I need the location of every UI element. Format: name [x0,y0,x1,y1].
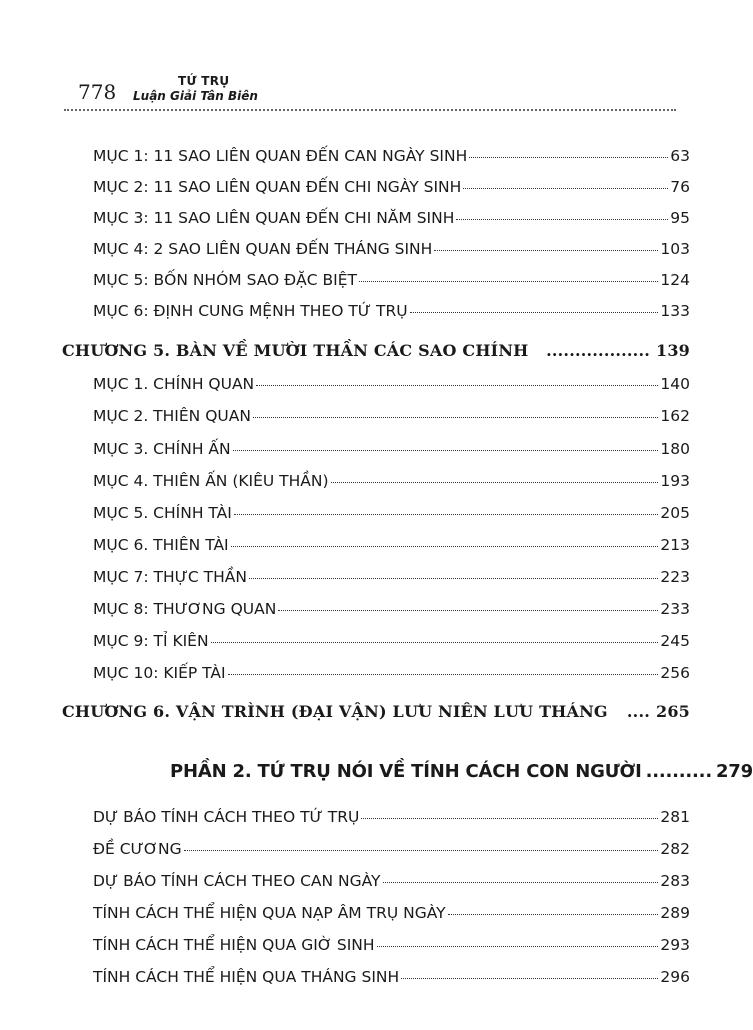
toc-entry-label: TÍNH CÁCH THỂ HIỆN QUA THÁNG SINH [93,968,400,986]
toc-entry-label: MỤC 2. THIÊN QUAN [93,407,251,425]
toc-entry-label: ĐỀ CƯƠNG [93,840,182,858]
toc-entry-label: MỤC 4. THIÊN ẤN (KIÊU THẦN) [93,472,329,490]
dot-leader [469,157,668,158]
book-title: TỨ TRỤ [178,74,230,88]
toc-entry[interactable] [93,302,690,324]
toc-entry[interactable] [93,375,690,397]
toc-entry-label: DỰ BÁO TÍNH CÁCH THEO TỨ TRỤ [93,808,360,826]
page-number: 778 [78,80,117,104]
page-header [0,0,712,120]
toc-entry-page: 245 [660,632,690,650]
toc-entry-label: MỤC 3. CHÍNH ẤN [93,440,231,458]
dot-leader [228,674,659,675]
dot-leader [359,281,658,282]
toc-entry-page: 180 [660,440,690,458]
dot-leader [253,417,658,418]
toc-entry-page: 124 [660,271,690,289]
toc-entry[interactable] [93,664,690,686]
toc-entry[interactable] [93,808,690,830]
toc-entry[interactable] [93,209,690,231]
toc-entry-page: 223 [660,568,690,586]
toc-entry-page: 256 [660,664,690,682]
toc-part[interactable] [170,761,753,789]
dot-leader [361,818,658,819]
toc-entry[interactable] [93,568,690,590]
toc-entry-page: 233 [660,600,690,618]
toc-entry-page: 281 [660,808,690,826]
toc-entry[interactable] [93,147,690,169]
dot-leader [383,882,659,883]
dot-leader: .................. [546,341,650,360]
toc-entry-page: 213 [660,536,690,554]
dot-leader [249,578,658,579]
toc-entry[interactable] [93,536,690,558]
toc-entry-page: 289 [660,904,690,922]
toc-entry-label: MỤC 1. CHÍNH QUAN [93,375,255,393]
toc-entry-page: 283 [660,872,690,890]
toc-entry[interactable] [93,472,690,494]
toc-chapter-label: CHƯƠNG 6. VẬN TRÌNH (ĐẠI VẬN) LƯU NIÊN LƯU THÁNG [62,702,608,721]
dot-leader [231,546,659,547]
toc-chapter-page: 139 [656,341,690,360]
toc-entry[interactable] [93,872,690,894]
toc-entry-label: MỤC 3: 11 SAO LIÊN QUAN ĐẾN CHI NĂM SINH [93,209,455,227]
toc-entry[interactable] [93,600,690,622]
toc-entry-page: 63 [670,147,690,165]
toc-part-page: 279 [715,761,753,782]
toc-entry[interactable] [93,178,690,200]
toc-entry-page: 193 [660,472,690,490]
toc-entry-page: 95 [670,209,690,227]
dot-leader [278,610,658,611]
toc-chapter-label: CHƯƠNG 5. BÀN VỀ MƯỜI THẦN CÁC SAO CHÍNH [62,341,529,360]
dot-leader: .... [626,702,650,721]
toc-entry-label: DỰ BÁO TÍNH CÁCH THEO CAN NGÀY [93,872,381,890]
toc-entry[interactable] [93,271,690,293]
toc-entry[interactable] [93,440,690,462]
toc-entry-label: MỤC 6: ĐỊNH CUNG MỆNH THEO TỨ TRỤ [93,302,408,320]
toc-entry[interactable] [93,240,690,262]
dot-leader [184,850,659,851]
toc-entry-label: MỤC 7: THỰC THẦN [93,568,247,586]
toc-entry-label: MỤC 5: BỐN NHÓM SAO ĐẶC BIỆT [93,271,357,289]
dot-leader [211,642,659,643]
toc-entry-label: MỤC 10: KIẾP TÀI [93,664,226,682]
toc-entry-label: MỤC 2: 11 SAO LIÊN QUAN ĐẾN CHI NGÀY SINH [93,178,462,196]
toc-entry-label: MỤC 9: TỈ KIÊN [93,632,209,650]
dot-leader [463,188,668,189]
toc-entry-label: MỤC 5. CHÍNH TÀI [93,504,232,522]
toc-part-label: PHẦN 2. TỨ TRỤ NÓI VỀ TÍNH CÁCH CON NGƯỜI [170,761,642,782]
dot-leader [456,219,668,220]
toc-entry-page: 296 [660,968,690,986]
dot-leader [410,312,659,313]
toc-entry-page: 293 [660,936,690,954]
dot-leader [256,385,658,386]
toc-entry-label: MỤC 8: THƯƠNG QUAN [93,600,277,618]
toc-entry-page: 205 [660,504,690,522]
toc-entry[interactable] [93,840,690,862]
dot-leader [401,978,658,979]
toc-chapter[interactable] [62,341,690,365]
toc-entry-page: 76 [670,178,690,196]
dot-leader [234,514,659,515]
header-rule [64,109,676,111]
dot-leader [331,482,659,483]
dot-leader [434,250,658,251]
toc-entry-label: MỤC 4: 2 SAO LIÊN QUAN ĐẾN THÁNG SINH [93,240,433,258]
toc-entry-page: 140 [660,375,690,393]
toc-entry-page: 282 [660,840,690,858]
toc-chapter-page: 265 [656,702,690,721]
toc-entry-page: 162 [660,407,690,425]
toc-entry-page: 103 [660,240,690,258]
toc-entry-label: MỤC 6. THIÊN TÀI [93,536,229,554]
toc-entry-page: 133 [660,302,690,320]
toc-entry[interactable] [93,968,690,990]
dot-leader [233,450,659,451]
book-subtitle: Luận Giải Tân Biên [133,89,258,103]
toc-chapter[interactable] [62,702,690,726]
toc-entry-label: TÍNH CÁCH THỂ HIỆN QUA NẠP ÂM TRỤ NGÀY [93,904,446,922]
dot-leader [448,914,659,915]
toc-entry[interactable] [93,904,690,926]
toc-entry-label: TÍNH CÁCH THỂ HIỆN QUA GIỜ SINH [93,936,375,954]
toc-entry-label: MỤC 1: 11 SAO LIÊN QUAN ĐẾN CAN NGÀY SINH [93,147,468,165]
dot-leader [377,946,659,947]
dot-leader: .......... [645,761,712,782]
toc-entry[interactable] [93,936,690,958]
toc-entry[interactable] [93,632,690,654]
toc-entry[interactable] [93,504,690,526]
toc-entry[interactable] [93,407,690,429]
